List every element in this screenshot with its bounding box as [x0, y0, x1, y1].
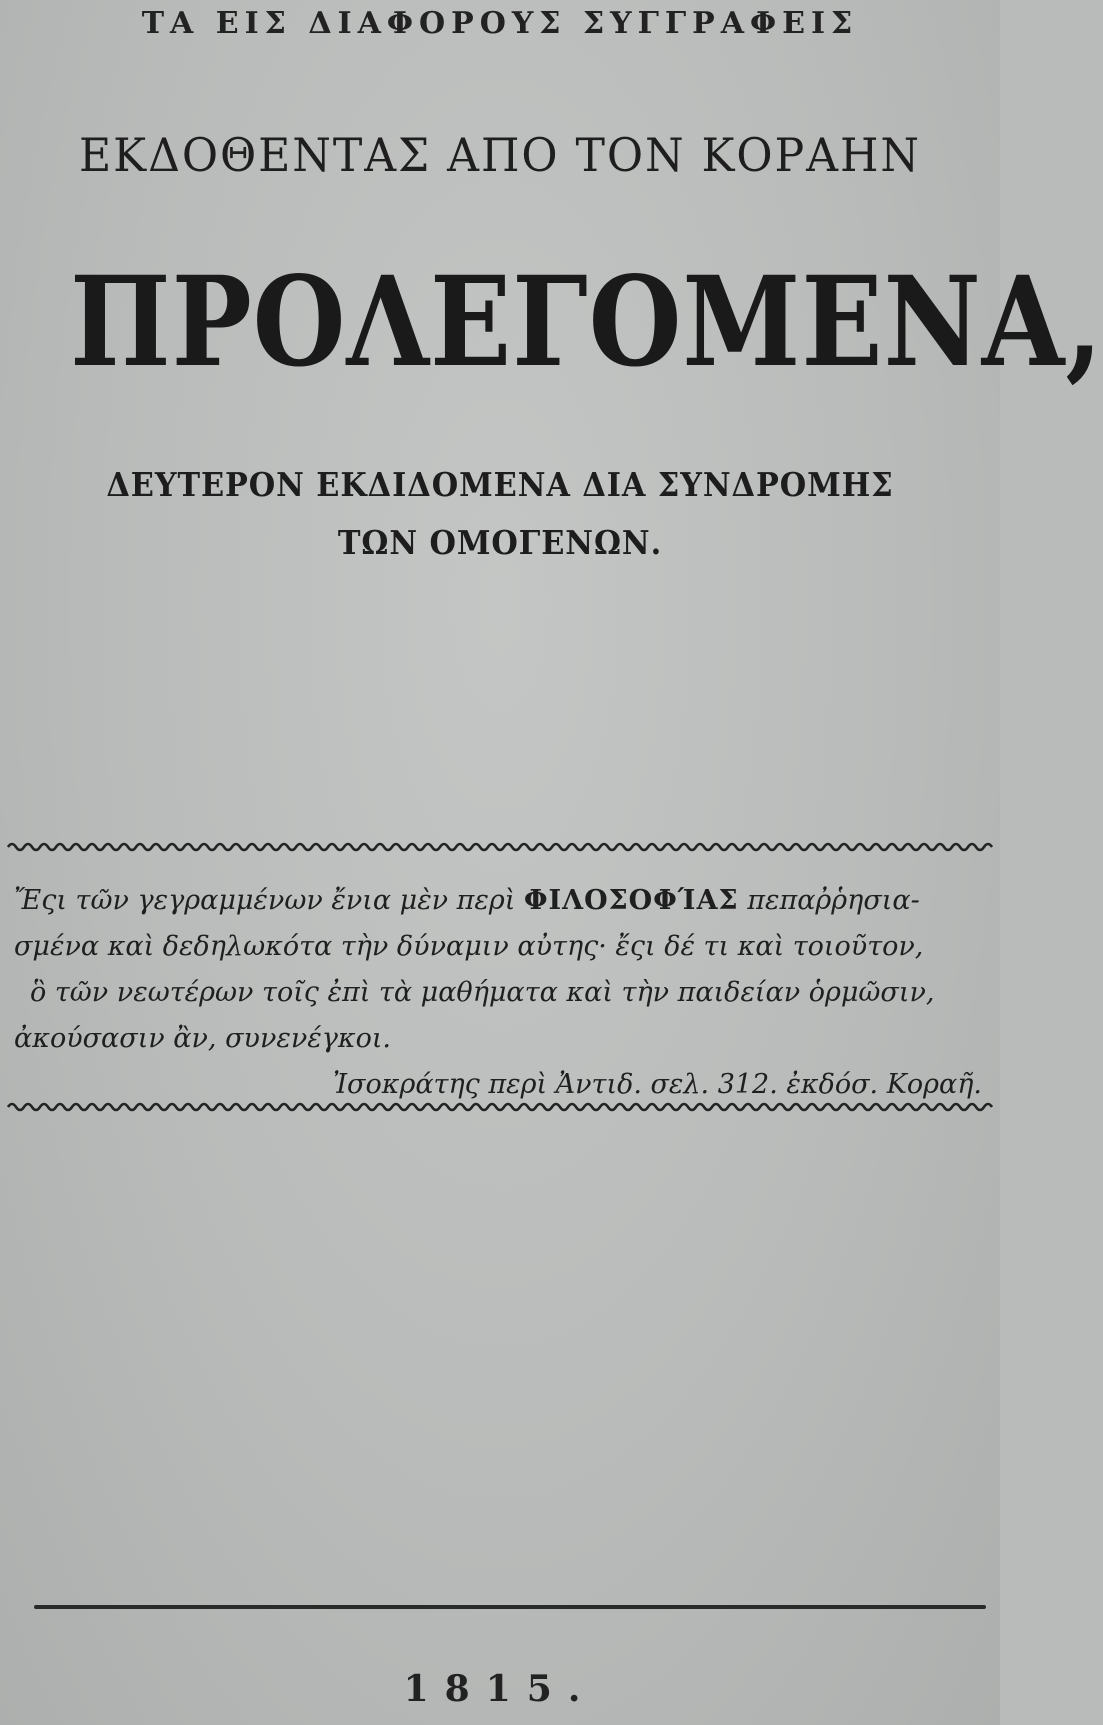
top-wavy-divider — [8, 840, 992, 854]
series-line: ΤΑ ΕΙΣ ΔΙΑΦΟΡΟΥΣ ΣΥΓΓΡΑΦΕΙΣ — [141, 6, 859, 41]
publication-year: 1815. — [403, 1668, 597, 1710]
subtitle-line-2: ΤΩΝ ΟΜΟΓΕΝΩΝ. — [337, 523, 663, 562]
epigraph-line-1 — [14, 878, 990, 924]
epigraph-line-1-start: Ἔςι τῶν γεγραμμένων ἔνια μὲν περὶ — [14, 885, 516, 916]
epigraph-line-2: σμένα καὶ δεδηλωκότα τὴν δύναμιν αὐτης· ἔςι δέ τι καὶ τοιοῦτον, — [14, 931, 924, 962]
epigraph-line-3: ὃ τῶν νεωτέρων τοῖς ἐπὶ τὰ μαθήματα καὶ τὴν παιδείαν ὁρμῶσιν, — [30, 977, 935, 1008]
subtitle-line-1: ΔΕΥΤΕΡΟΝ ΕΚΔΙΔΟΜΕΝΑ ΔΙΑ ΣΥΝΔΡΟΜΗΣ — [106, 465, 894, 504]
bottom-wavy-divider — [8, 1100, 992, 1114]
epigraph-emphasis: ΦΙΛΟΣΟΦΊΑΣ — [523, 885, 739, 916]
book-title: ΠΡΟΛΕΓΟΜΕΝΑ, — [70, 250, 1103, 395]
imprint-rule — [34, 1605, 986, 1609]
epigraph-line-1-end: πεπαῤῥησια- — [747, 885, 920, 916]
editor-line: ΕΚΔΟΘΕΝΤΑΣ ΑΠΟ ΤΟΝ ΚΟΡΑΗΝ — [79, 128, 921, 182]
epigraph — [14, 878, 990, 1108]
epigraph-source: Ἰσοκράτης περὶ Ἀντιδ. σελ. 312. ἐκδόσ. Κοραῆ. — [332, 1069, 982, 1100]
epigraph-line-4: ἀκούσασιν ἂν, συνενέγκοι. — [14, 1023, 392, 1054]
